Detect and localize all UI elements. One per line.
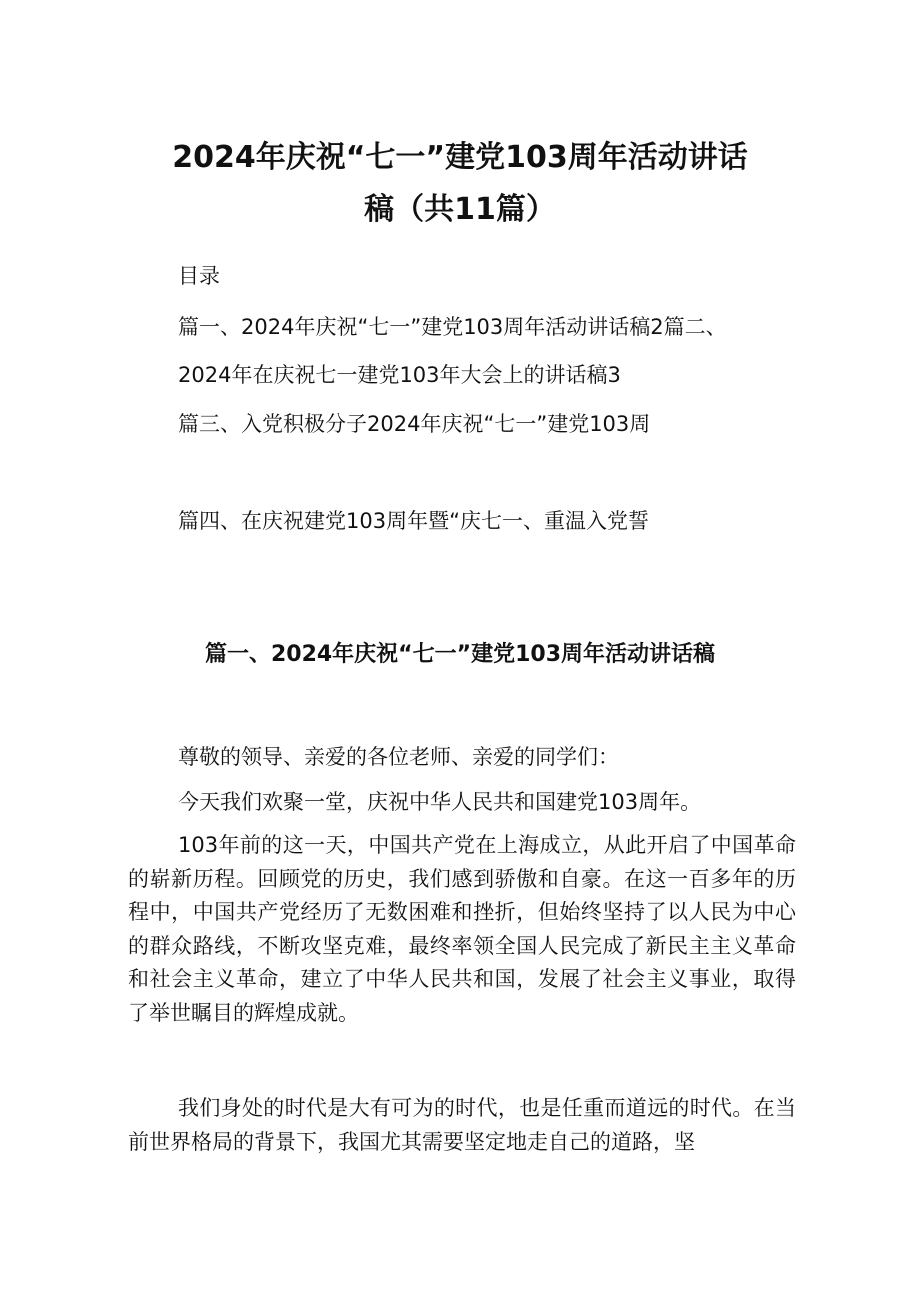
paragraph-2: 103年前的这一天，中国共产党在上海成立，从此开启了中国革命的崭新历程。回顾党的历史，我们感到骄傲和自豪。在这一百多年的历程中，中国共产党经历了无数困难和挫折，但始终坚持了以人民为中心的群众路线，不断攻坚克难，最终率领全国人民完成了新民主主义革命和社会主义革命，建立了中华人民共和国，发展了社会主义事业，取得了举世瞩目的辉煌成就。	[128, 833, 796, 1025]
document-title	[0, 132, 920, 236]
salutation: 尊敬的领导、亲爱的各位老师、亲爱的同学们：	[178, 745, 619, 769]
section-title: 篇一、2024年庆祝“七一”建党103周年活动讲话稿	[204, 642, 716, 667]
document-title-line-2: 稿（共11篇）	[364, 192, 556, 227]
paragraph-3: 我们身处的时代是大有可为的时代，也是任重而道远的时代。在当前世界格局的背景下，我国尤其需要坚定地走自己的道路，坚	[128, 1096, 796, 1154]
toc-entry-4[interactable]: 篇四、在庆祝建党103周年暨“庆七一、重温入党誓	[178, 509, 649, 533]
toc-entry-3[interactable]: 篇三、入党积极分子2024年庆祝“七一”建党103周	[178, 412, 651, 436]
paragraph-1: 今天我们欢聚一堂，庆祝中华人民共和国建党103周年。	[178, 790, 702, 814]
toc-entry-2[interactable]: 2024年在庆祝七一建党103年大会上的讲话稿3	[178, 363, 621, 387]
toc-heading: 目录	[178, 264, 220, 288]
document-title-line-1: 2024年庆祝“七一”建党103周年活动讲话	[172, 140, 748, 175]
toc-entry-1[interactable]: 篇一、2024年庆祝“七一”建党103周年活动讲话稿2篇二、	[178, 315, 727, 339]
